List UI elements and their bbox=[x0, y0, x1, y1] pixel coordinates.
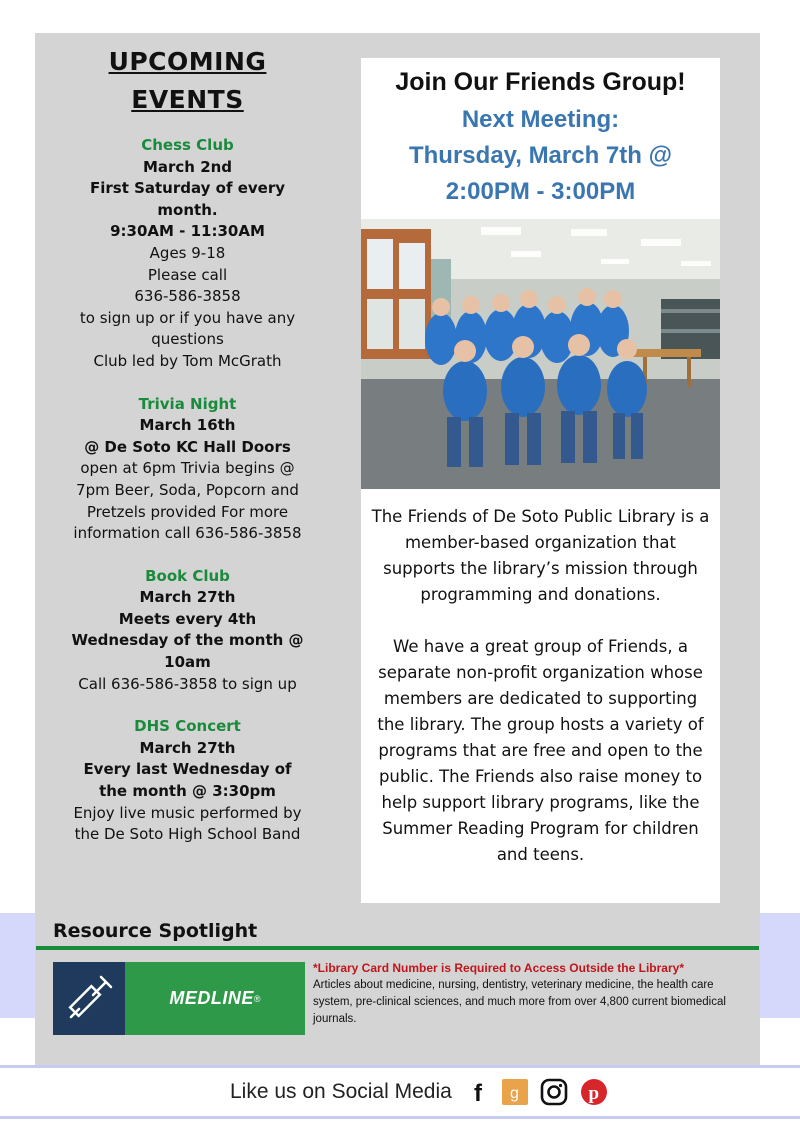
next-meeting: Next Meeting: Thursday, March 7th @ 2:00PM - 3:00PM bbox=[408, 106, 672, 205]
medline-logo-tile[interactable] bbox=[53, 962, 125, 1035]
syringe-icon bbox=[53, 962, 125, 1035]
event-location: @ De Soto KC Hall Doors bbox=[84, 437, 291, 456]
event-dhs-concert bbox=[70, 716, 305, 846]
footer-divider-bottom bbox=[0, 1116, 800, 1119]
event-line: Club led by Tom McGrath bbox=[93, 351, 282, 370]
svg-text:p: p bbox=[588, 1083, 599, 1104]
friends-paragraph-1: The Friends of De Soto Public Library is a member-based organization that supports the library’s mission through programming and donations. bbox=[371, 507, 710, 604]
event-book-club bbox=[70, 566, 305, 696]
event-name: Trivia Night bbox=[138, 394, 237, 413]
event-schedule: Every last Wednesday of the month @ 3:30pm bbox=[83, 760, 292, 801]
event-date: March 27th bbox=[139, 738, 236, 757]
event-date: March 27th bbox=[139, 588, 236, 607]
event-schedule: Meets every 4th Wednesday of the month @ 10am bbox=[71, 609, 304, 672]
facebook-icon[interactable] bbox=[470, 1079, 490, 1105]
resource-description: Articles about medicine, nursing, dentistry, veterinary medicine, the health care system, pre-clinical sciences, and much more from over 4,800 current biomedical journals. bbox=[313, 979, 726, 1025]
event-date: March 16th bbox=[139, 416, 236, 435]
social-media-footer bbox=[230, 1072, 650, 1112]
event-detail: First Saturday of every month. bbox=[89, 179, 286, 219]
events-heading: UPCOMING EVENTS bbox=[108, 47, 267, 114]
friends-description bbox=[369, 504, 712, 894]
event-line: Ages 9-18 bbox=[149, 243, 226, 262]
registered-mark: ® bbox=[253, 993, 261, 1004]
friends-group-photo bbox=[361, 219, 720, 489]
event-name: Chess Club bbox=[141, 136, 234, 154]
event-line: to sign up or if you have any questions bbox=[79, 308, 296, 349]
friends-title: Join Our Friends Group! bbox=[395, 68, 686, 96]
social-media-label: Like us on Social Media bbox=[230, 1080, 452, 1103]
event-description: open at 6pm Trivia begins @ 7pm Beer, Soda, Popcorn and Pretzels provided For more information call 636-586-3858 bbox=[73, 459, 302, 543]
pinterest-icon[interactable] bbox=[580, 1078, 608, 1106]
event-description: Call 636-586-3858 to sign up bbox=[78, 674, 297, 693]
goodreads-icon[interactable] bbox=[502, 1079, 528, 1105]
event-time: 9:30AM - 11:30AM bbox=[110, 222, 265, 241]
event-name: Book Club bbox=[145, 566, 230, 585]
resource-spotlight-heading: Resource Spotlight bbox=[53, 920, 258, 942]
event-line: Please call bbox=[147, 265, 228, 284]
medline-label: MEDLINE bbox=[169, 988, 254, 1008]
svg-text:g: g bbox=[509, 1085, 519, 1102]
event-trivia-night bbox=[70, 394, 305, 545]
friends-paragraph-2: We have a great group of Friends, a separate non-profit organization whose members are dedicated to supporting the library. The group hosts a variety of programs that are free and open to the public. The Friends also raise money to help support library programs, like the Summer Reading Program for children and teens. bbox=[377, 637, 704, 864]
event-chess-club bbox=[70, 135, 305, 373]
event-name: DHS Concert bbox=[134, 717, 241, 736]
event-phone: 636-586-3858 bbox=[134, 287, 241, 306]
resource-description-block bbox=[313, 960, 743, 1028]
svg-text:f: f bbox=[473, 1080, 482, 1105]
group-photo-illustration bbox=[361, 219, 720, 489]
upcoming-events bbox=[70, 43, 305, 867]
event-description: Enjoy live music performed by the De Soto High School Band bbox=[73, 803, 302, 844]
instagram-icon[interactable] bbox=[540, 1078, 568, 1106]
medline-logo[interactable] bbox=[125, 962, 305, 1035]
library-card-notice: *Library Card Number is Required to Access Outside the Library* bbox=[313, 961, 684, 975]
resource-divider bbox=[36, 946, 759, 950]
event-date: March 2nd bbox=[142, 157, 233, 176]
footer-divider-top bbox=[0, 1065, 800, 1068]
friends-group-card bbox=[361, 58, 720, 903]
